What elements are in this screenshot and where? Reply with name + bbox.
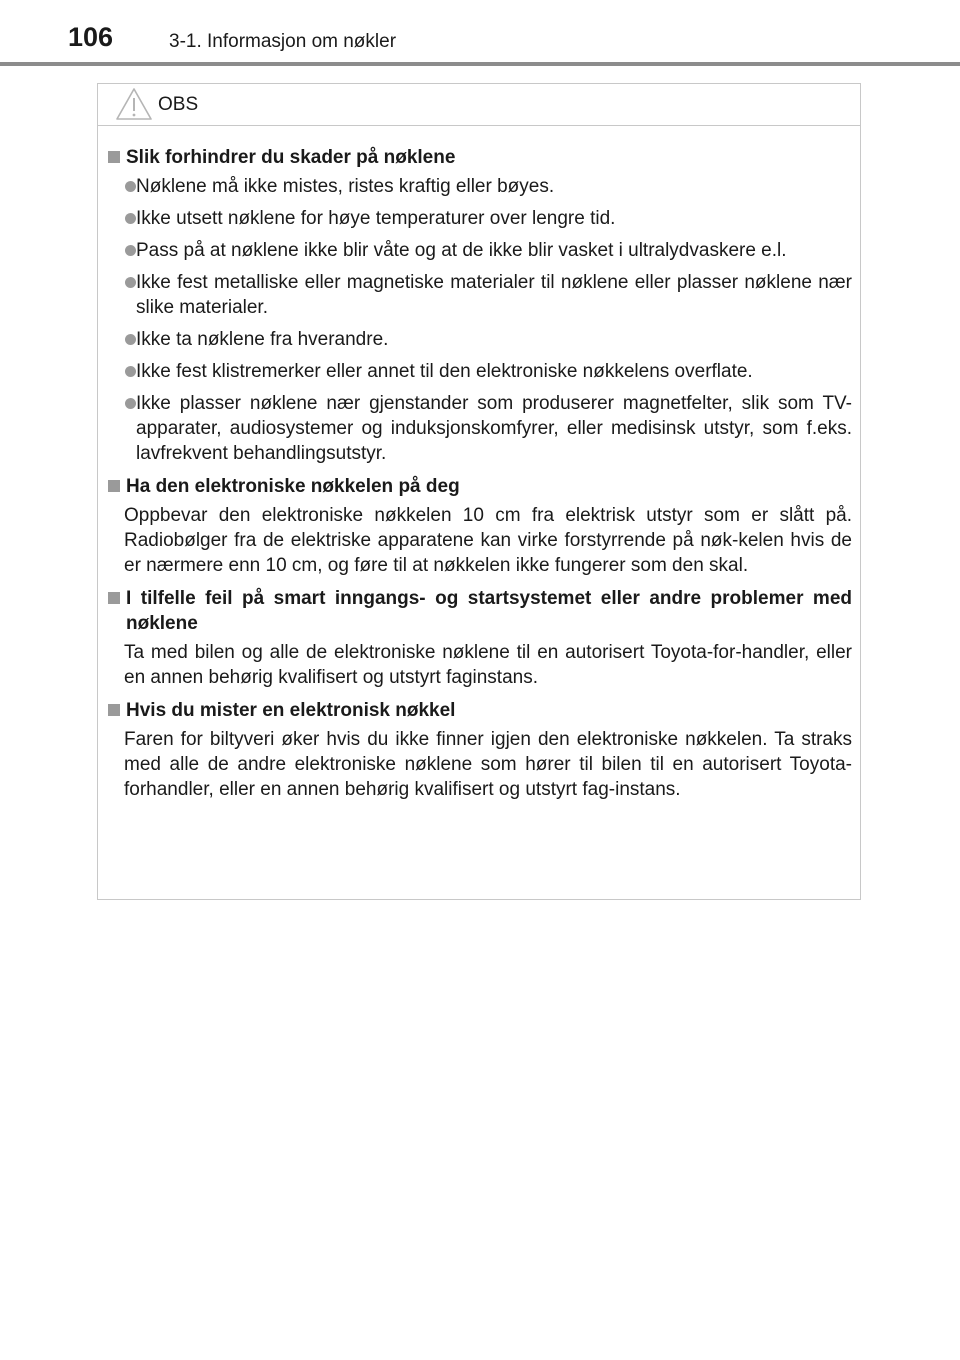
square-bullet-icon (108, 480, 120, 492)
notice-label: OBS (158, 94, 199, 115)
warning-triangle-icon (115, 87, 153, 121)
notice-header (98, 84, 860, 126)
section-system-fault (108, 586, 852, 690)
section-heading: I tilfelle feil på smart inngangs- og startsystemet eller andre problemer med nøklene (108, 586, 852, 636)
list-item: Ikke ta nøklene fra hverandre. (108, 327, 852, 352)
list-item: Nøklene må ikke mistes, ristes kraftig eller bøyes. (108, 174, 852, 199)
round-bullet-icon (125, 398, 136, 409)
square-bullet-icon (108, 704, 120, 716)
round-bullet-icon (125, 213, 136, 224)
list-item: Ikke fest metalliske eller magnetiske materialer til nøklene eller plasser nøklene nær slike materialer. (108, 270, 852, 320)
page-number: 106 (68, 22, 114, 52)
notice-box (97, 83, 861, 900)
list-item: Pass på at nøklene ikke blir våte og at de ikke blir vasket i ultralydvaskere e.l. (108, 238, 852, 263)
section-heading: Hvis du mister en elektronisk nøkkel (108, 698, 852, 723)
section-paragraph: Ta med bilen og alle de elektroniske nøklene til en autorisert Toyota-for-handler, eller en annen behørig kvalifisert og utstyrt faginstans. (124, 642, 852, 688)
square-bullet-icon (108, 151, 120, 163)
round-bullet-icon (125, 366, 136, 377)
section-heading: Slik forhindrer du skader på nøklene (108, 145, 852, 170)
round-bullet-icon (125, 245, 136, 256)
section-paragraph: Oppbevar den elektroniske nøkkelen 10 cm fra elektrisk utstyr som er slått på. Radiobølger fra de elektriske apparatene kan virke forstyrrende på nøk-kelen hvis de er nærmere enn 10 cm, og føre til at nøkkelen ikke fungerer som den skal. (124, 505, 852, 576)
list-item: Ikke plasser nøklene nær gjenstander som produserer magnetfelter, slik som TV-apparater, audiosystemer og induksjonskomfyrer, eller medisinsk utstyr, som f.eks. lavfrekvent behandlingsutstyr. (108, 391, 852, 466)
round-bullet-icon (125, 277, 136, 288)
section-lost-key (108, 698, 852, 802)
header-rule (0, 62, 960, 66)
notice-body (98, 126, 860, 802)
section-heading: Ha den elektroniske nøkkelen på deg (108, 474, 852, 499)
list-item: Ikke fest klistremerker eller annet til den elektroniske nøkkelens overflate. (108, 359, 852, 384)
section-carry-key (108, 474, 852, 578)
section-damage-prevention (108, 145, 852, 466)
list-item: Ikke utsett nøklene for høye temperaturer over lengre tid. (108, 206, 852, 231)
page-header (0, 0, 960, 66)
round-bullet-icon (125, 334, 136, 345)
square-bullet-icon (108, 592, 120, 604)
section-title: 3-1. Informasjon om nøkler (169, 31, 397, 52)
round-bullet-icon (125, 181, 136, 192)
section-paragraph: Faren for biltyveri øker hvis du ikke finner igjen den elektroniske nøkkelen. Ta straks med alle de andre elektroniske nøklene som hører til bilen til en autorisert Toyota-forhandler, eller en annen behørig kvalifisert og utstyrt fag-instans. (124, 729, 852, 800)
